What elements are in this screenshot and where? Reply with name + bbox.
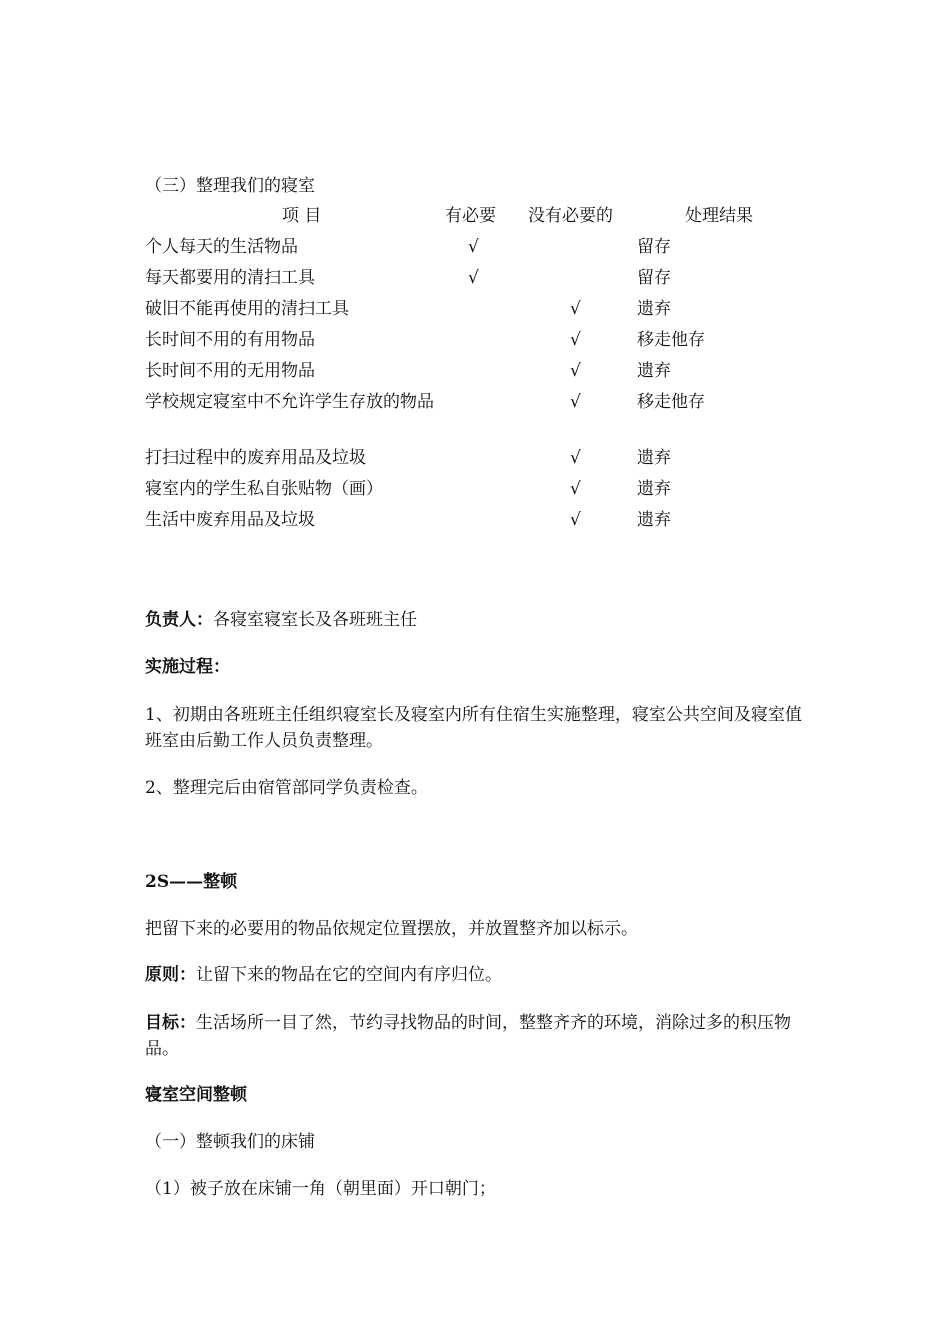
row-result: 遗弃 [637,448,671,468]
responsible-line [145,608,417,632]
row-item: 长时间不用的有用物品 [145,330,315,350]
row-item: 长时间不用的无用物品 [145,361,315,381]
row-noneed-check: √ [570,510,581,530]
responsible-text: 各寝室寝室长及各班班主任 [213,610,417,630]
space-heading: 寝室空间整顿 [145,1085,247,1105]
row-item: 寝室内的学生私自张贴物（画） [145,479,383,499]
header-need: 有必要 [445,206,496,226]
row-result: 遗弃 [637,299,671,319]
table-row [0,508,950,532]
row-result: 移走他存 [637,392,705,412]
section-2s-intro: 把留下来的必要用的物品依规定位置摆放，并放置整齐加以标示。 [145,919,638,939]
table-row [0,297,950,321]
section-heading: （三）整理我们的寝室 [145,176,315,196]
table-header [0,204,950,228]
goal-text: 生活场所一目了然，节约寻找物品的时间，整整齐齐的环境，消除过多的积压物品。 [145,1013,791,1059]
goal-label: 目标： [145,1013,196,1033]
table-row [0,235,950,259]
row-noneed-check: √ [570,479,581,499]
row-result: 遗弃 [637,479,671,499]
section-2s-title: 2S——整顿 [145,872,238,892]
list-item: （1）被子放在床铺一角（朝里面）开口朝门； [145,1179,496,1199]
principle-line [145,963,502,987]
row-noneed-check: √ [570,361,581,381]
row-result: 移走他存 [637,330,705,350]
header-result: 处理结果 [685,206,753,226]
goal-paragraph [145,1010,810,1062]
row-result: 留存 [637,268,671,288]
row-item: 生活中废弃用品及垃圾 [145,510,315,530]
table-row [0,359,950,383]
row-noneed-check: √ [570,299,581,319]
row-item: 每天都要用的清扫工具 [145,268,315,288]
principle-label: 原则： [145,965,196,985]
table-row [0,446,950,470]
table-row [0,328,950,352]
row-result: 遗弃 [637,510,671,530]
process-step-1: 1、初期由各班班主任组织寝室长及寝室内所有住宿生实施整理，寝室公共空间及寝室值班室由后勤工作人员负责整理。 [145,705,802,751]
row-noneed-check: √ [570,392,581,412]
row-result: 留存 [637,237,671,257]
table-row [0,390,950,440]
responsible-label: 负责人： [145,610,213,630]
row-need-check: √ [468,237,479,257]
header-noneed: 没有必要的 [528,206,613,226]
row-item: 打扫过程中的废弃用品及垃圾 [145,448,366,468]
row-need-check: √ [468,268,479,288]
row-noneed-check: √ [570,330,581,350]
table-row [0,266,950,290]
subsection-heading: （一）整顿我们的床铺 [145,1132,315,1152]
header-item: 项 目 [282,206,322,226]
process-step-2: 2、整理完后由宿管部同学负责检查。 [145,778,428,798]
row-item: 学校规定寝室中不允许学生存放的物品 [145,392,434,412]
row-result: 遗弃 [637,361,671,381]
row-item: 个人每天的生活物品 [145,237,298,257]
table-row [0,477,950,501]
row-item: 破旧不能再使用的清扫工具 [145,299,349,319]
row-noneed-check: √ [570,448,581,468]
process-label: 实施过程： [145,657,230,677]
principle-text: 让留下来的物品在它的空间内有序归位。 [196,965,502,985]
